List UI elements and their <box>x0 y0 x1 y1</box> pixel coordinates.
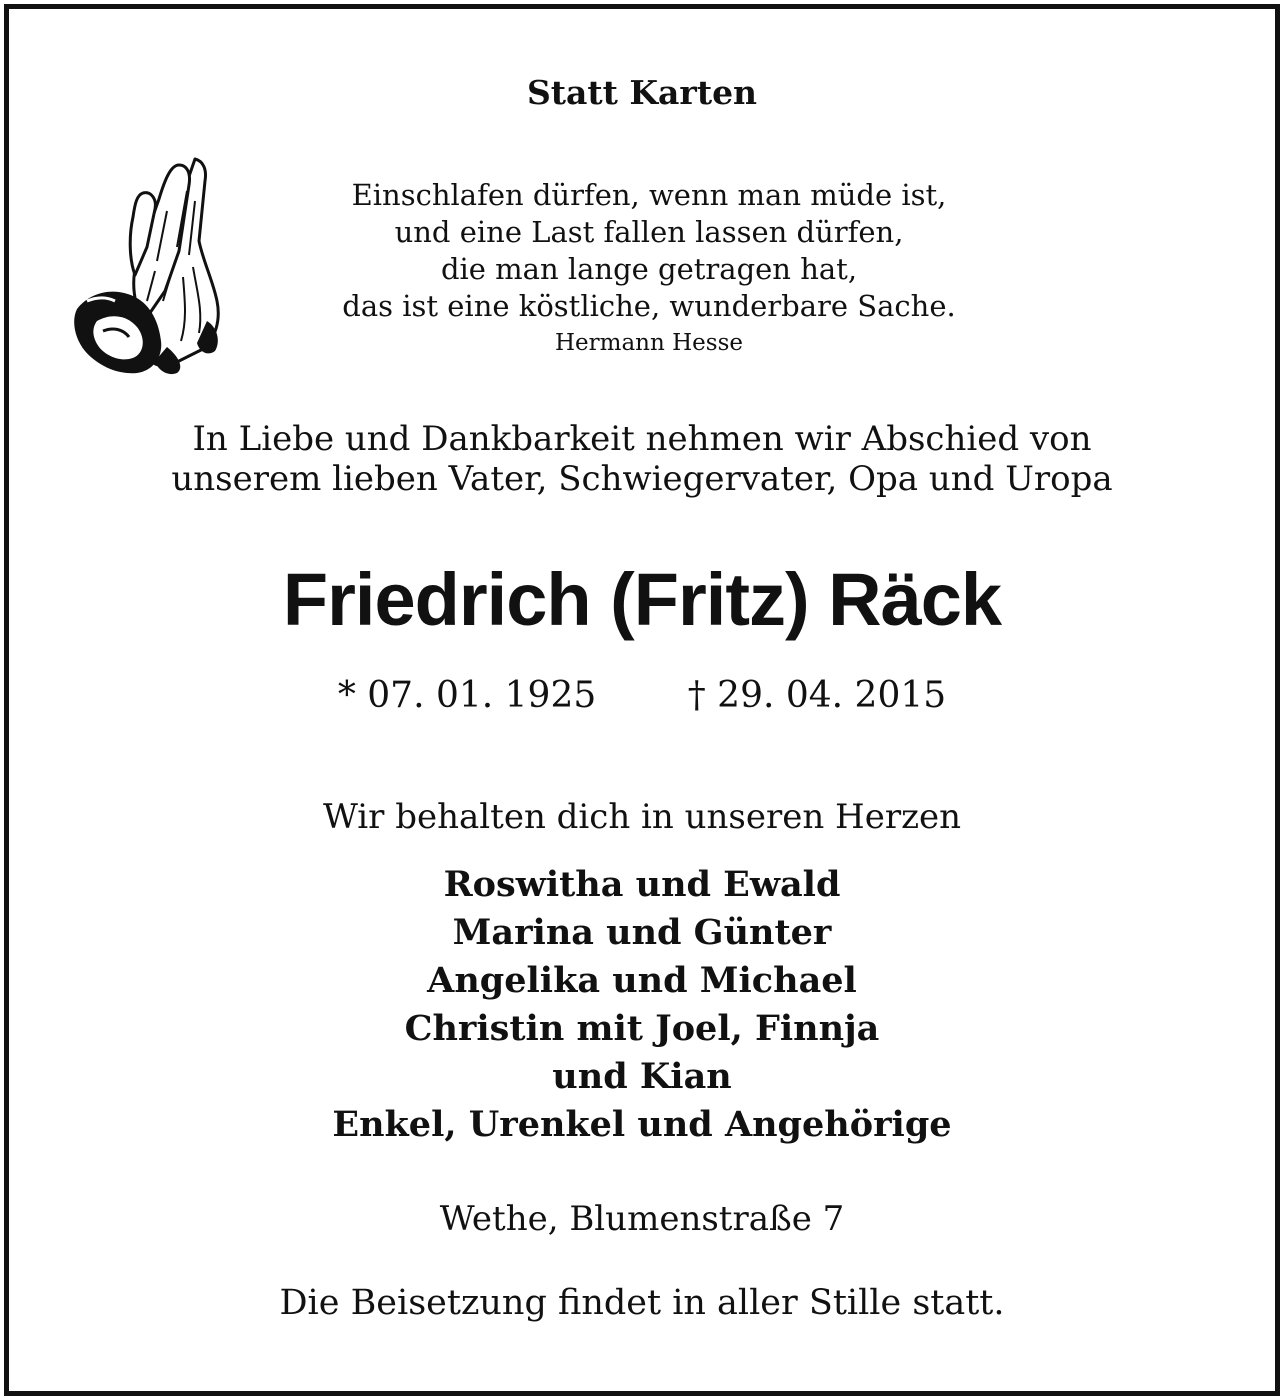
family-entry: Enkel, Urenkel und Angehörige <box>332 1104 952 1145</box>
family-entry: Angelika und Michael <box>427 960 857 1001</box>
poem <box>279 177 1019 361</box>
birth-date: * 07. 01. 1925 <box>337 675 597 716</box>
remembrance-text: Wir behalten dich in unseren Herzen <box>322 797 962 837</box>
poem-line: die man lange getragen hat, <box>440 252 858 286</box>
obituary-notice <box>4 4 1280 1396</box>
praying-hands-icon <box>67 151 227 376</box>
family-entry: und Kian <box>552 1056 732 1097</box>
life-dates <box>9 675 1275 716</box>
family-entry: Roswitha und Ewald <box>443 864 841 905</box>
address: Wethe, Blumenstraße 7 <box>439 1199 845 1239</box>
poem-author: Hermann Hesse <box>554 330 743 356</box>
intro-text <box>9 419 1275 499</box>
intro-line-2: unserem lieben Vater, Schwiegervater, Opa und Uropa <box>171 459 1113 499</box>
deceased-name: Friedrich (Fritz) Räck <box>282 558 1002 641</box>
burial-note: Die Beisetzung findet in aller Stille statt. <box>279 1283 1005 1323</box>
family-entry: Christin mit Joel, Finnja <box>404 1008 880 1049</box>
intro-line-1: In Liebe und Dankbarkeit nehmen wir Abschied von <box>192 419 1092 459</box>
poem-line: Einschlafen dürfen, wenn man müde ist, <box>351 178 947 212</box>
family-list <box>9 861 1275 1149</box>
poem-line: das ist eine köstliche, wunderbare Sache. <box>342 289 956 323</box>
notice-header: Statt Karten <box>526 73 758 112</box>
death-date: † 29. 04. 2015 <box>687 675 947 716</box>
family-entry: Marina und Günter <box>452 912 832 953</box>
poem-line: und eine Last fallen lassen dürfen, <box>394 215 904 249</box>
